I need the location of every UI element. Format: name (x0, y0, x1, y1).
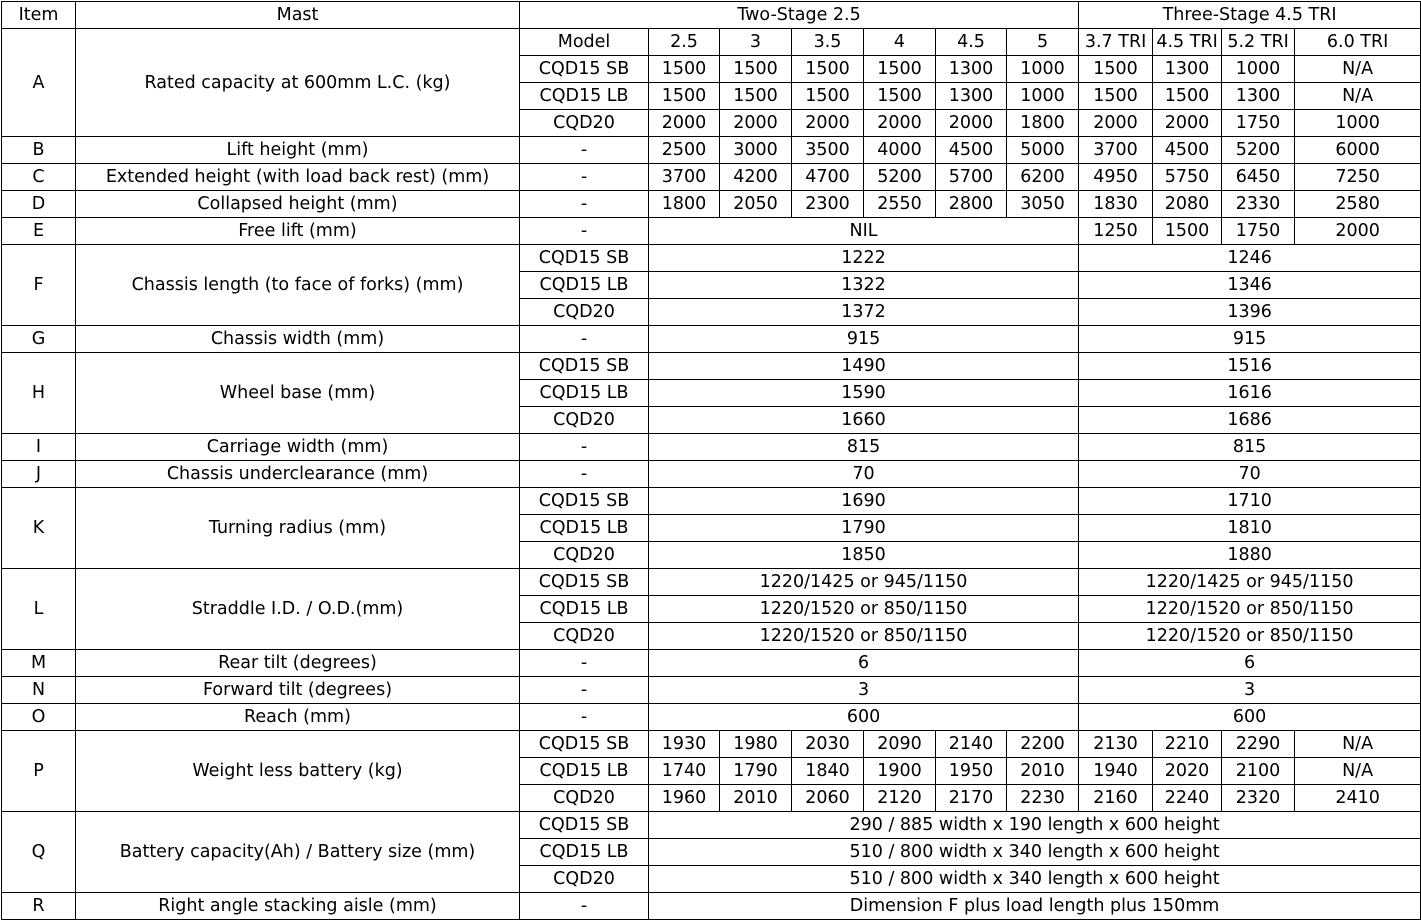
value-cell: 1750 (1222, 218, 1295, 245)
value-cell: 1500 (792, 56, 864, 83)
value-cell: 2000 (792, 110, 864, 137)
value-cell: 3500 (792, 137, 864, 164)
value-cell: 1300 (1153, 56, 1222, 83)
value-cell: 2010 (720, 785, 792, 812)
value-cell: 1000 (1007, 56, 1079, 83)
value-cell: 3000 (720, 137, 792, 164)
value-cell: 70 (1079, 461, 1421, 488)
spec-label: Rear tilt (degrees) (76, 650, 520, 677)
model-cell: CQD15 LB (520, 758, 649, 785)
table-row (2, 29, 1421, 56)
item-cell: H (2, 353, 76, 434)
value-cell: 4500 (936, 137, 1007, 164)
table-row (2, 569, 1421, 596)
value-cell: 5200 (864, 164, 936, 191)
value-cell: 6450 (1222, 164, 1295, 191)
model-cell: - (520, 704, 649, 731)
value-cell: 2130 (1079, 731, 1153, 758)
value-cell: 2320 (1222, 785, 1295, 812)
value-cell: 2000 (649, 110, 720, 137)
value-cell: 2030 (792, 731, 864, 758)
value-cell: 3700 (649, 164, 720, 191)
table-row (2, 218, 1421, 245)
value-cell: 1900 (864, 758, 936, 785)
spec-label: Turning radius (mm) (76, 488, 520, 569)
table-row (2, 434, 1421, 461)
value-cell: 2000 (720, 110, 792, 137)
value-cell: 2080 (1153, 191, 1222, 218)
spec-table (1, 1, 1421, 920)
value-cell: 2500 (649, 137, 720, 164)
three-stage-header: Three-Stage 4.5 TRI (1079, 2, 1421, 29)
value-cell: 1850 (649, 542, 1079, 569)
model-cell: - (520, 137, 649, 164)
value-cell: 70 (649, 461, 1079, 488)
value-cell: 2020 (1153, 758, 1222, 785)
spec-label: Forward tilt (degrees) (76, 677, 520, 704)
model-cell: - (520, 650, 649, 677)
value-cell: 1690 (649, 488, 1079, 515)
value-cell: 510 / 800 width x 340 length x 600 height (649, 839, 1421, 866)
value-cell: 2120 (864, 785, 936, 812)
model-cell: CQD15 LB (520, 515, 649, 542)
value-cell: 4950 (1079, 164, 1153, 191)
value-cell: 2330 (1222, 191, 1295, 218)
value-cell: 5200 (1222, 137, 1295, 164)
value-cell: 5700 (936, 164, 1007, 191)
value-cell: 2090 (864, 731, 936, 758)
item-cell: K (2, 488, 76, 569)
value-cell: 1500 (1079, 83, 1153, 110)
model-cell: CQD15 LB (520, 83, 649, 110)
value-cell: 1930 (649, 731, 720, 758)
value-cell: 2060 (792, 785, 864, 812)
value-cell: 1830 (1079, 191, 1153, 218)
mast-col-header: 6.0 TRI (1295, 29, 1421, 56)
mast-col-header: 3.7 TRI (1079, 29, 1153, 56)
model-cell: CQD20 (520, 110, 649, 137)
value-cell: 915 (1079, 326, 1421, 353)
value-cell: 1220/1520 or 850/1150 (649, 623, 1079, 650)
value-cell: 2550 (864, 191, 936, 218)
table-row (2, 326, 1421, 353)
value-cell: 5750 (1153, 164, 1222, 191)
item-cell: N (2, 677, 76, 704)
value-cell: 2010 (1007, 758, 1079, 785)
item-cell: P (2, 731, 76, 812)
value-cell: 5000 (1007, 137, 1079, 164)
value-cell: 915 (649, 326, 1079, 353)
spec-label: Extended height (with load back rest) (mm) (76, 164, 520, 191)
item-cell: B (2, 137, 76, 164)
value-cell: 1800 (649, 191, 720, 218)
model-cell: CQD15 SB (520, 812, 649, 839)
mast-header: Mast (76, 2, 520, 29)
model-cell: - (520, 677, 649, 704)
item-cell: E (2, 218, 76, 245)
value-cell: 2580 (1295, 191, 1421, 218)
table-row (2, 650, 1421, 677)
spec-label: Right angle stacking aisle (mm) (76, 893, 520, 920)
model-cell: CQD20 (520, 866, 649, 893)
mast-col-header: 3 (720, 29, 792, 56)
value-cell: 1500 (720, 56, 792, 83)
value-cell: 1000 (1222, 56, 1295, 83)
spec-label: Weight less battery (kg) (76, 731, 520, 812)
table-row (2, 731, 1421, 758)
item-cell: R (2, 893, 76, 920)
model-cell: CQD15 LB (520, 380, 649, 407)
value-cell: 1500 (792, 83, 864, 110)
value-cell: 815 (649, 434, 1079, 461)
value-cell: 1500 (720, 83, 792, 110)
value-cell: 2290 (1222, 731, 1295, 758)
mast-col-header: 5 (1007, 29, 1079, 56)
value-cell: 4200 (720, 164, 792, 191)
value-cell: 2140 (936, 731, 1007, 758)
model-cell: CQD15 LB (520, 839, 649, 866)
value-cell: 1500 (1153, 218, 1222, 245)
value-cell: 1500 (864, 83, 936, 110)
value-cell: N/A (1295, 731, 1421, 758)
value-cell: 1300 (1222, 83, 1295, 110)
model-cell: CQD20 (520, 785, 649, 812)
value-cell: 2000 (1153, 110, 1222, 137)
mast-col-header: 2.5 (649, 29, 720, 56)
value-cell: 2800 (936, 191, 1007, 218)
spec-label: Collapsed height (mm) (76, 191, 520, 218)
value-cell: 1220/1520 or 850/1150 (1079, 623, 1421, 650)
value-cell: 2050 (720, 191, 792, 218)
value-cell: 3 (649, 677, 1079, 704)
value-cell: 1740 (649, 758, 720, 785)
item-header: Item (2, 2, 76, 29)
table-row (2, 245, 1421, 272)
value-cell: 1660 (649, 407, 1079, 434)
value-cell: 4000 (864, 137, 936, 164)
value-cell: 1516 (1079, 353, 1421, 380)
mast-col-header: 4.5 (936, 29, 1007, 56)
value-cell: 1880 (1079, 542, 1421, 569)
value-cell: 815 (1079, 434, 1421, 461)
value-cell: 1686 (1079, 407, 1421, 434)
spec-label: Wheel base (mm) (76, 353, 520, 434)
model-cell: - (520, 326, 649, 353)
value-cell: 1790 (649, 515, 1079, 542)
item-cell: L (2, 569, 76, 650)
value-cell: 1300 (936, 83, 1007, 110)
model-cell: CQD15 LB (520, 272, 649, 299)
value-cell: 1810 (1079, 515, 1421, 542)
value-cell: 2240 (1153, 785, 1222, 812)
value-cell: 2000 (1079, 110, 1153, 137)
value-cell: 1960 (649, 785, 720, 812)
spec-label: Straddle I.D. / O.D.(mm) (76, 569, 520, 650)
value-cell: 1220/1520 or 850/1150 (649, 596, 1079, 623)
value-cell: 510 / 800 width x 340 length x 600 height (649, 866, 1421, 893)
value-cell: 1220/1520 or 850/1150 (1079, 596, 1421, 623)
item-cell: Q (2, 812, 76, 893)
value-cell: N/A (1295, 56, 1421, 83)
value-cell: 1500 (649, 83, 720, 110)
value-cell: 1396 (1079, 299, 1421, 326)
value-cell: 2000 (936, 110, 1007, 137)
model-cell: - (520, 434, 649, 461)
mast-col-header: 4 (864, 29, 936, 56)
spec-label: Chassis width (mm) (76, 326, 520, 353)
value-cell: 1000 (1007, 83, 1079, 110)
header-row (2, 2, 1421, 29)
value-cell: 2160 (1079, 785, 1153, 812)
item-cell: F (2, 245, 76, 326)
value-cell: 1500 (864, 56, 936, 83)
spec-label: Rated capacity at 600mm L.C. (kg) (76, 29, 520, 137)
value-cell: 6 (649, 650, 1079, 677)
model-cell: - (520, 461, 649, 488)
value-cell: 2230 (1007, 785, 1079, 812)
model-cell: CQD20 (520, 299, 649, 326)
item-cell: J (2, 461, 76, 488)
value-cell: 6200 (1007, 164, 1079, 191)
value-cell: 1500 (1079, 56, 1153, 83)
value-cell: 1616 (1079, 380, 1421, 407)
item-cell: I (2, 434, 76, 461)
value-cell: 1346 (1079, 272, 1421, 299)
model-cell: CQD20 (520, 542, 649, 569)
value-cell: 600 (1079, 704, 1421, 731)
spec-label: Battery capacity(Ah) / Battery size (mm) (76, 812, 520, 893)
value-cell: 2200 (1007, 731, 1079, 758)
value-cell: 1246 (1079, 245, 1421, 272)
value-cell: 4500 (1153, 137, 1222, 164)
item-cell: O (2, 704, 76, 731)
value-cell: 7250 (1295, 164, 1421, 191)
value-cell: 1980 (720, 731, 792, 758)
value-cell: 1220/1425 or 945/1150 (1079, 569, 1421, 596)
value-cell: 1710 (1079, 488, 1421, 515)
table-row (2, 164, 1421, 191)
item-cell: G (2, 326, 76, 353)
two-stage-header: Two-Stage 2.5 (520, 2, 1079, 29)
table-row (2, 704, 1421, 731)
value-cell: 2000 (1295, 218, 1421, 245)
spec-label: Chassis length (to face of forks) (mm) (76, 245, 520, 326)
table-row (2, 893, 1421, 920)
value-cell: 1500 (649, 56, 720, 83)
value-cell: 1950 (936, 758, 1007, 785)
value-cell: 290 / 885 width x 190 length x 600 height (649, 812, 1421, 839)
value-cell: 1490 (649, 353, 1079, 380)
model-cell: - (520, 218, 649, 245)
table-row (2, 461, 1421, 488)
model-cell: CQD15 SB (520, 56, 649, 83)
value-cell: 2100 (1222, 758, 1295, 785)
item-cell: D (2, 191, 76, 218)
model-cell: CQD20 (520, 407, 649, 434)
table-row (2, 353, 1421, 380)
value-cell: 1222 (649, 245, 1079, 272)
value-cell: 6000 (1295, 137, 1421, 164)
table-row (2, 812, 1421, 839)
item-cell: M (2, 650, 76, 677)
value-cell: NIL (649, 218, 1079, 245)
model-cell: CQD15 SB (520, 731, 649, 758)
spec-label: Free lift (mm) (76, 218, 520, 245)
model-cell: - (520, 893, 649, 920)
value-cell: 1372 (649, 299, 1079, 326)
value-cell: N/A (1295, 758, 1421, 785)
value-cell: 3 (1079, 677, 1421, 704)
value-cell: 2000 (864, 110, 936, 137)
mast-col-header: 4.5 TRI (1153, 29, 1222, 56)
model-cell: CQD20 (520, 623, 649, 650)
spec-label: Reach (mm) (76, 704, 520, 731)
value-cell: 4700 (792, 164, 864, 191)
value-cell: N/A (1295, 83, 1421, 110)
value-cell: 1500 (1153, 83, 1222, 110)
model-cell: - (520, 164, 649, 191)
value-cell: 1000 (1295, 110, 1421, 137)
model-cell: - (520, 191, 649, 218)
item-cell: A (2, 29, 76, 137)
value-cell: 2170 (936, 785, 1007, 812)
value-cell: 1790 (720, 758, 792, 785)
value-cell: 1800 (1007, 110, 1079, 137)
model-header: Model (520, 29, 649, 56)
value-cell: 1220/1425 or 945/1150 (649, 569, 1079, 596)
model-cell: CQD15 SB (520, 245, 649, 272)
item-cell: C (2, 164, 76, 191)
table-row (2, 677, 1421, 704)
model-cell: CQD15 SB (520, 353, 649, 380)
model-cell: CQD15 SB (520, 569, 649, 596)
model-cell: CQD15 SB (520, 488, 649, 515)
value-cell: 3700 (1079, 137, 1153, 164)
value-cell: 1322 (649, 272, 1079, 299)
mast-col-header: 5.2 TRI (1222, 29, 1295, 56)
spec-label: Lift height (mm) (76, 137, 520, 164)
table-row (2, 137, 1421, 164)
value-cell: 1750 (1222, 110, 1295, 137)
model-cell: CQD15 LB (520, 596, 649, 623)
value-cell: 6 (1079, 650, 1421, 677)
spec-label: Carriage width (mm) (76, 434, 520, 461)
value-cell: 1300 (936, 56, 1007, 83)
value-cell: Dimension F plus load length plus 150mm (649, 893, 1421, 920)
value-cell: 2410 (1295, 785, 1421, 812)
value-cell: 2210 (1153, 731, 1222, 758)
value-cell: 1590 (649, 380, 1079, 407)
spec-label: Chassis underclearance (mm) (76, 461, 520, 488)
table-row (2, 488, 1421, 515)
value-cell: 600 (649, 704, 1079, 731)
table-row (2, 191, 1421, 218)
value-cell: 3050 (1007, 191, 1079, 218)
value-cell: 2300 (792, 191, 864, 218)
value-cell: 1840 (792, 758, 864, 785)
value-cell: 1250 (1079, 218, 1153, 245)
value-cell: 1940 (1079, 758, 1153, 785)
mast-col-header: 3.5 (792, 29, 864, 56)
